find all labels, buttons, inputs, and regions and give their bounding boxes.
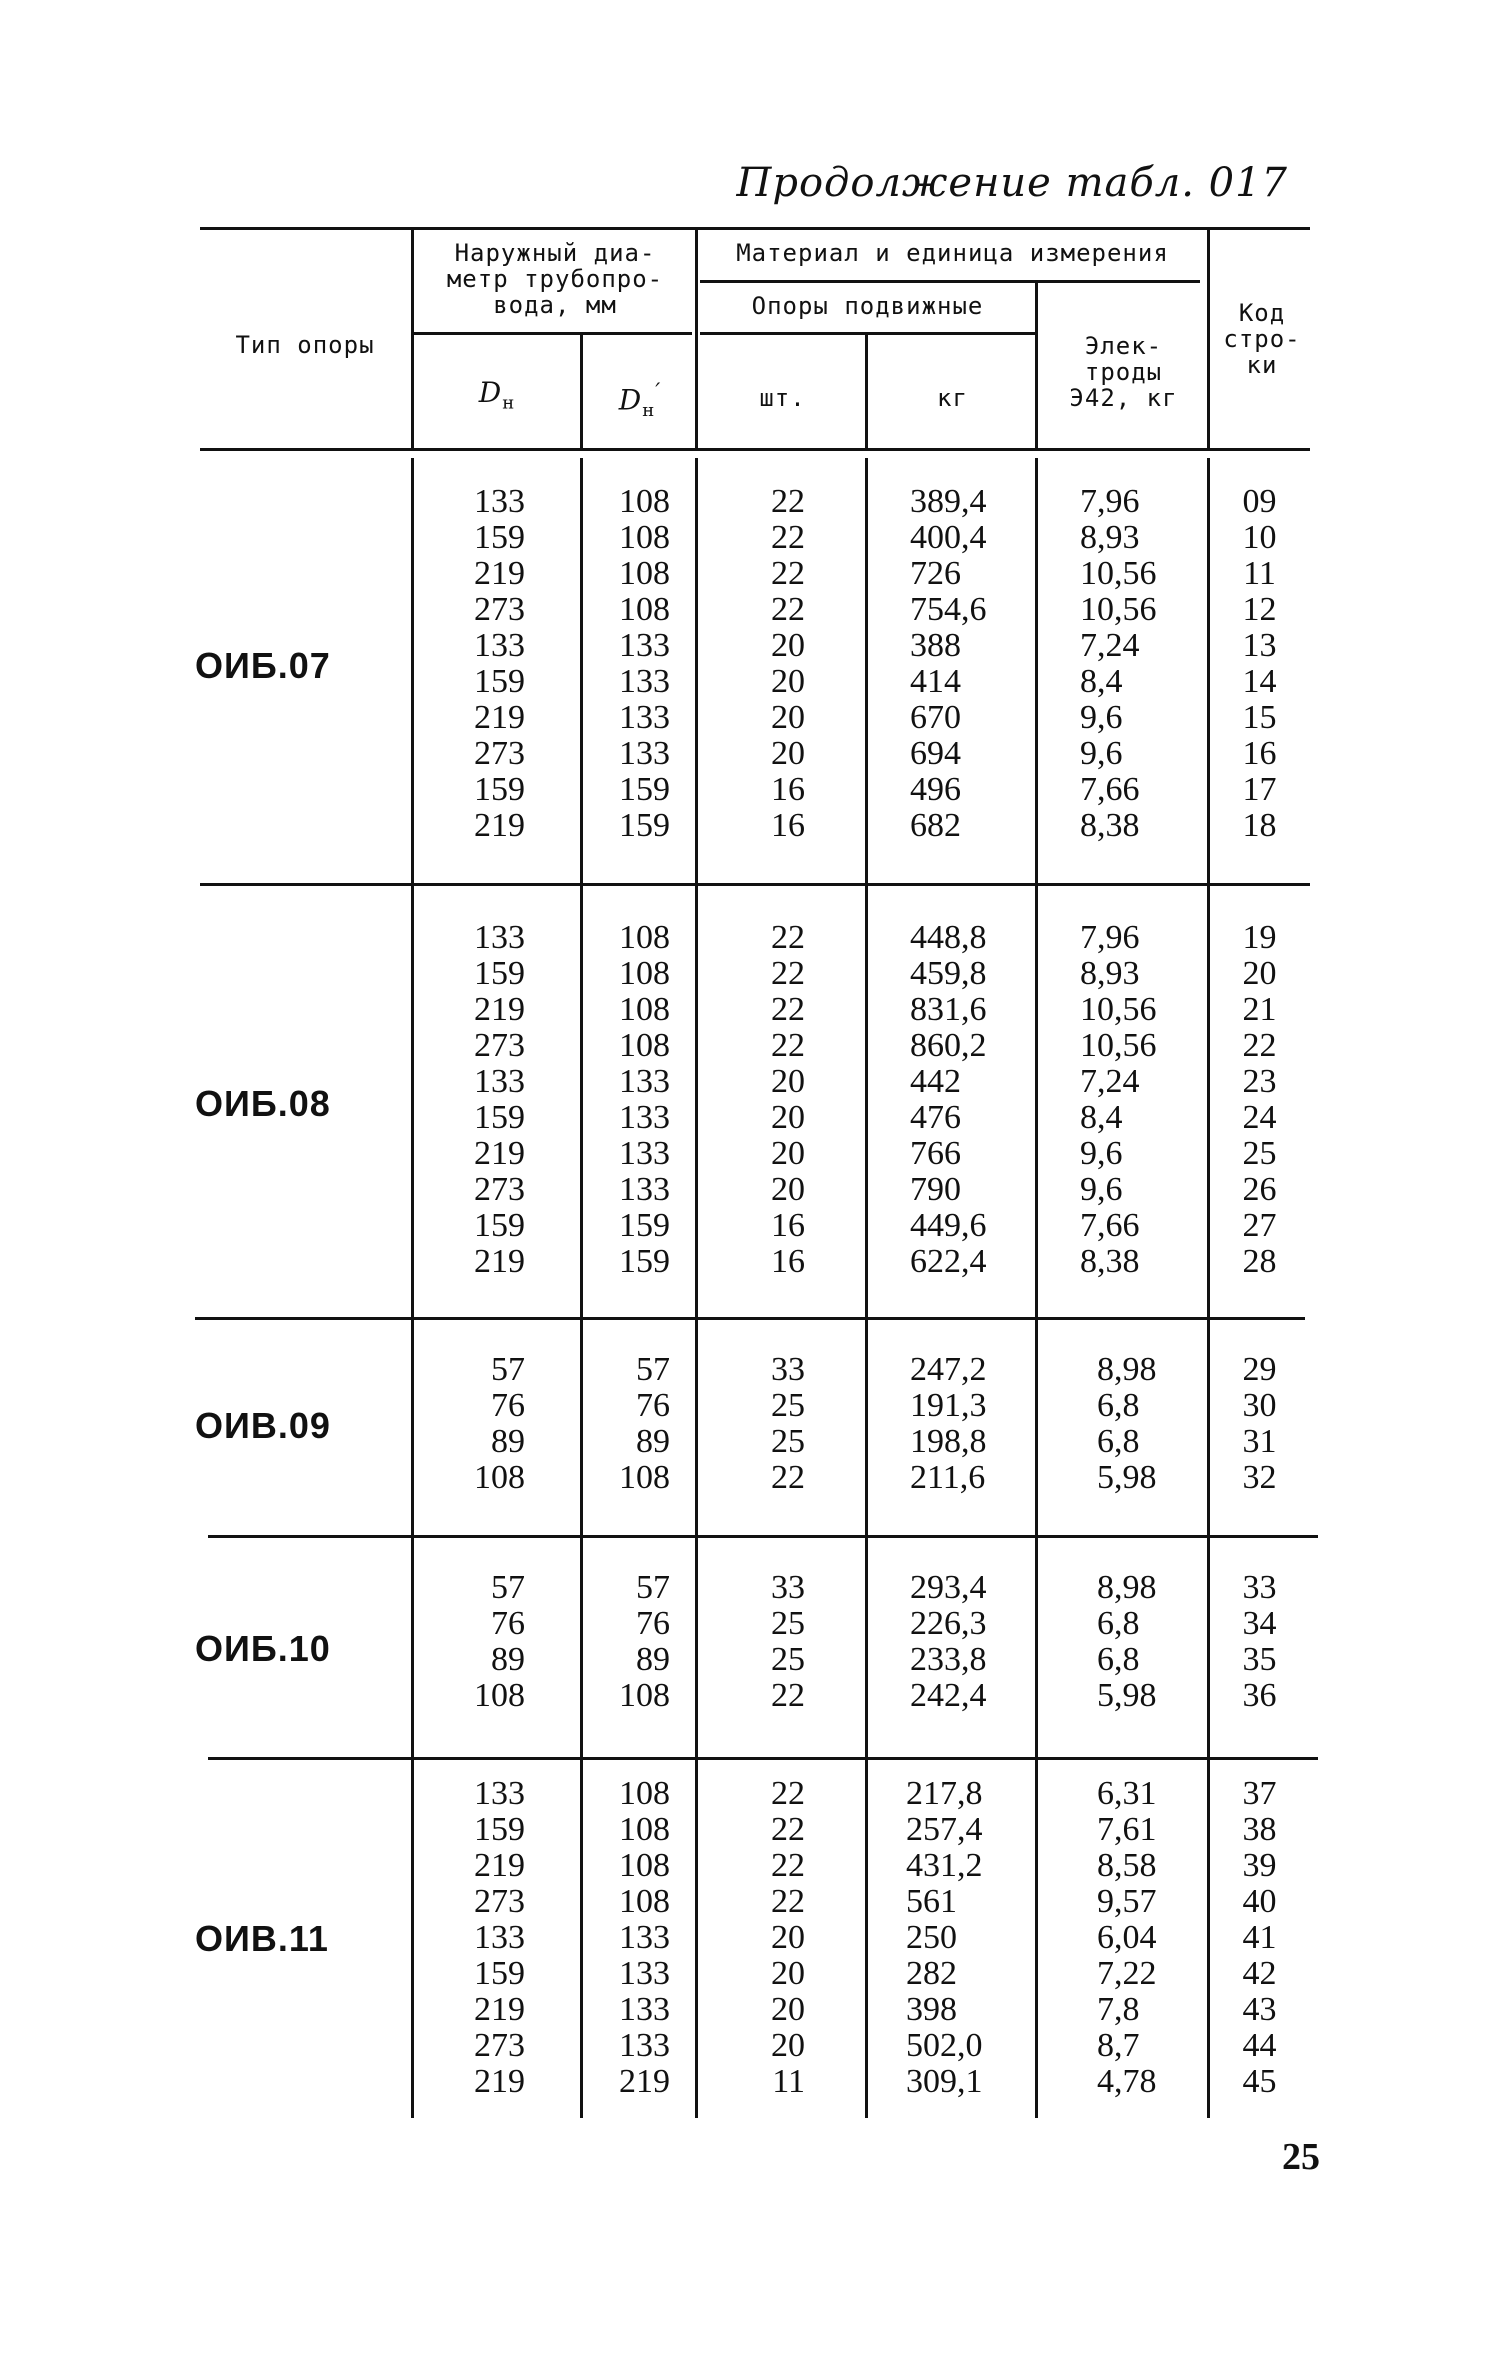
header-vrule-6 (1207, 230, 1210, 448)
body-vrule-6 (1207, 458, 1210, 2118)
group-separator (208, 1535, 1318, 1538)
kg-column: 217,8 257,4 431,2 561 250 282 398 502,0 309,1 (906, 1775, 983, 2100)
header-type: Тип опоры (235, 331, 375, 359)
electrodes-column: 7,96 8,93 10,56 10,56 7,24 8,4 9,6 9,6 7,66 8,38 (1080, 919, 1157, 1280)
header-top-rule (200, 227, 1310, 230)
dn-column: 133 159 219 273 133 159 219 273 159 219 (474, 919, 525, 1280)
header-vrule-3 (695, 230, 698, 448)
group-separator (208, 1757, 1318, 1760)
pieces-column: 22 22 22 22 20 20 20 20 16 16 (771, 483, 805, 844)
header-vrule-1 (411, 230, 414, 448)
dn-column: 133 159 219 273 133 159 219 273 159 219 (474, 483, 525, 844)
electrodes-column: 6,31 7,61 8,58 9,57 6,04 7,22 7,8 8,7 4,78 (1097, 1775, 1157, 2100)
group-separator (200, 883, 1310, 886)
dn-column: 133 159 219 273 133 159 219 273 219 (474, 1775, 525, 2100)
body-vrule-4 (865, 458, 868, 2118)
material-subrule (700, 280, 1200, 283)
code-column: 37 38 39 40 41 42 43 44 45 (1242, 1775, 1277, 2100)
header-electrodes: Элек- троды Э42, кг (1069, 332, 1178, 412)
group-type-label: ОИБ.10 (195, 1628, 331, 1669)
header-supports: Опоры подвижные (751, 292, 984, 320)
header-code: Код стро- ки (1223, 299, 1301, 379)
page-number: 25 (1282, 2136, 1320, 2178)
header-dn-prime: $D_н'$ (618, 380, 662, 421)
electrodes-column: 7,96 8,93 10,56 10,56 7,24 8,4 9,6 9,6 7,66 8,38 (1080, 483, 1157, 844)
pieces-column: 22 22 22 22 20 20 20 20 11 (771, 1775, 805, 2100)
diameter-subrule (414, 332, 692, 335)
header-pieces: шт. (759, 384, 806, 412)
group-type-label: ОИВ.11 (195, 1918, 329, 1959)
code-column: 09 10 11 12 13 14 15 16 17 18 (1242, 483, 1277, 844)
group-type-label: ОИВ.09 (195, 1405, 331, 1446)
dn-prime-column: 108 108 108 108 133 133 133 133 159 159 (619, 483, 670, 844)
code-column: 33 34 35 36 (1242, 1569, 1277, 1714)
header-material-group: Материал и единица измерения (736, 239, 1169, 267)
code-column: 19 20 21 22 23 24 25 26 27 28 (1242, 919, 1277, 1280)
dn-prime-column: 57 76 89 108 (619, 1569, 670, 1714)
header-vrule-5 (1035, 283, 1038, 448)
kg-column: 448,8 459,8 831,6 860,2 442 476 766 790 449,6 622,4 (910, 919, 987, 1280)
kg-column: 389,4 400,4 726 754,6 388 414 670 694 496 682 (910, 483, 987, 844)
dn-prime-column: 108 108 108 108 133 133 133 133 159 159 (619, 919, 670, 1280)
kg-column: 247,2 191,3 198,8 211,6 (910, 1351, 987, 1496)
pieces-column: 33 25 25 22 (771, 1351, 805, 1496)
header-kg: кг (937, 384, 968, 412)
kg-column: 293,4 226,3 233,8 242,4 (910, 1569, 987, 1714)
electrodes-column: 8,98 6,8 6,8 5,98 (1097, 1569, 1157, 1714)
body-vrule-5 (1035, 458, 1038, 2118)
group-type-label: ОИБ.08 (195, 1083, 331, 1124)
dn-column: 57 76 89 108 (474, 1351, 525, 1496)
body-vrule-2 (580, 458, 583, 2118)
dn-prime-column: 108 108 108 108 133 133 133 133 219 (619, 1775, 670, 2100)
group-separator (195, 1317, 1305, 1320)
header-dn: $D_н$ (478, 376, 516, 414)
header-diameter-group: Наружный диа- метр трубопро- вода, мм (446, 239, 664, 319)
dn-prime-column: 57 76 89 108 (619, 1351, 670, 1496)
pieces-column: 22 22 22 22 20 20 20 20 16 16 (771, 919, 805, 1280)
body-vrule-1 (411, 458, 414, 2118)
electrodes-column: 8,98 6,8 6,8 5,98 (1097, 1351, 1157, 1496)
group-type-label: ОИБ.07 (195, 645, 331, 686)
header-bottom-rule (200, 448, 1310, 451)
header-vrule-4 (865, 335, 868, 448)
body-vrule-3 (695, 458, 698, 2118)
header-vrule-2 (580, 335, 583, 448)
dn-column: 57 76 89 108 (474, 1569, 525, 1714)
table-caption: Продолжение табл. 017 (736, 160, 1288, 206)
code-column: 29 30 31 32 (1242, 1351, 1277, 1496)
pieces-column: 33 25 25 22 (771, 1569, 805, 1714)
